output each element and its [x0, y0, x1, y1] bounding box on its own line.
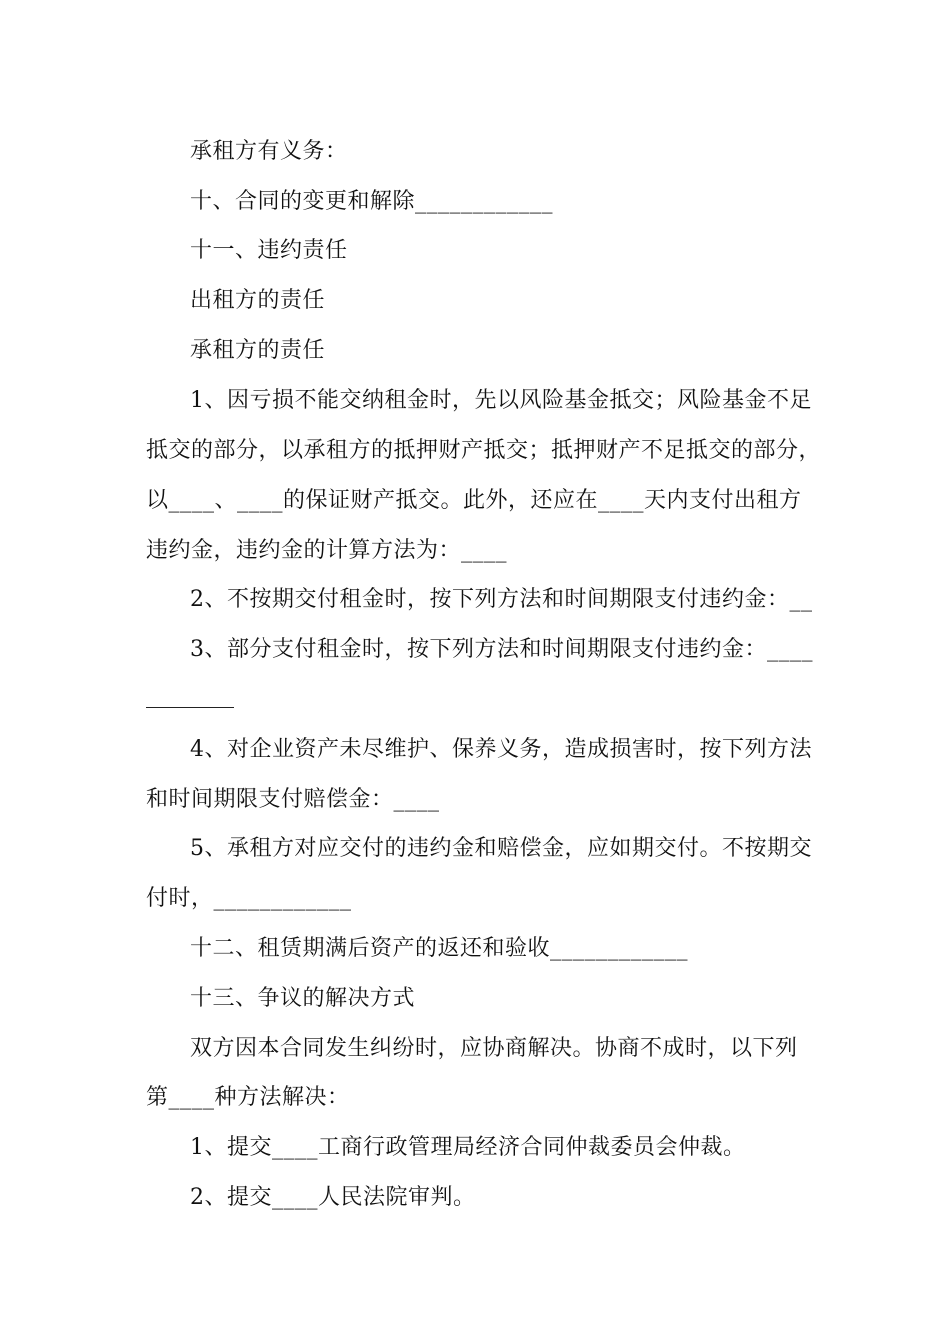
section-heading: 十一、违约责任 — [190, 238, 348, 263]
list-item: 1、提交____工商行政管理局经济合同仲裁委员会仲裁。 — [190, 1135, 746, 1160]
paragraph-line: 承租方有义务： — [190, 139, 348, 164]
paragraph-line: 双方因本合同发生纠纷时，应协商解决。协商不成时，以下列 — [190, 1036, 798, 1061]
paragraph-line: 违约金，违约金的计算方法为：____ — [146, 538, 508, 563]
paragraph-line: 承租方的责任 — [190, 338, 326, 363]
paragraph-line: 3、部分支付租金时，按下列方法和时间期限支付违约金：____ — [190, 637, 813, 662]
list-item: 2、提交____人民法院审判。 — [190, 1185, 476, 1210]
paragraph-line: 付时，____________ — [146, 886, 352, 911]
paragraph-line: 出租方的责任 — [190, 288, 326, 313]
paragraph-line: 4、对企业资产未尽维护、保养义务，造成损害时，按下列方法 — [190, 737, 812, 762]
paragraph-line: 抵交的部分，以承租方的抵押财产抵交；抵押财产不足抵交的部分， — [146, 438, 822, 463]
section-heading: 十三、争议的解决方式 — [190, 986, 416, 1011]
paragraph-line: 2、不按期交付租金时，按下列方法和时间期限支付违约金：__ — [190, 587, 813, 612]
paragraph-line: 1、因亏损不能交纳租金时，先以风险基金抵交；风险基金不足 — [190, 388, 812, 413]
paragraph-line: 5、承租方对应交付的违约金和赔偿金，应如期交付。不按期交 — [190, 836, 812, 861]
paragraph-line: 第____种方法解决： — [146, 1085, 350, 1110]
paragraph-line: 以____、____的保证财产抵交。此外，还应在____天内支付出租方 — [146, 488, 802, 513]
section-heading: 十二、租赁期满后资产的返还和验收____________ — [190, 936, 689, 961]
section-heading: 十、合同的变更和解除____________ — [190, 189, 554, 214]
blank-underline — [146, 707, 234, 708]
paragraph-line: 和时间期限支付赔偿金：____ — [146, 787, 440, 812]
